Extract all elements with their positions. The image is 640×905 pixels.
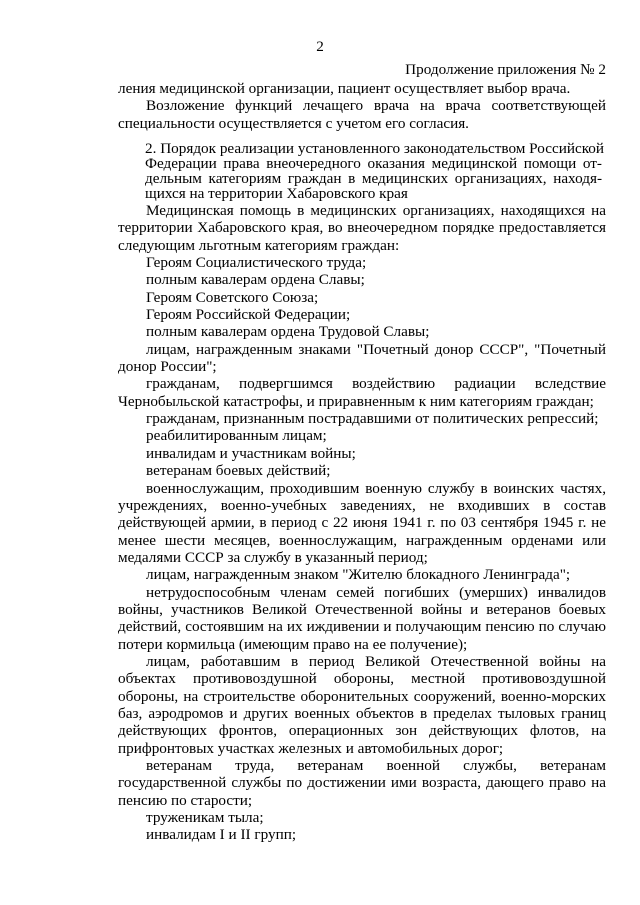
category-item: гражданам, подвергшимся воздействию радиации вследствие Чернобыльской катастрофы, и приравненным к ним категориям граждан; [118, 375, 606, 410]
category-item: лицам, награжденным знаком "Жителю блокадного Ленинграда"; [146, 566, 571, 584]
attending-doctor-paragraph: Возложение функций лечащего врача на врача соответствующей специальности осуществляется с учетом его согласия. [118, 97, 606, 132]
category-item: нетрудоспособным членам семей погибших (умерших) инвалидов войны, участников Великой Отечественной войны и ветеранов боевых действий, состоявшим на их иждивении и получающим пенсию по случаю потери кормильца (имеющим право на ее получение); [118, 583, 606, 653]
category-item: лицам, работавшим в период Великой Отечественной войны на объектах противовоздушной обороны, местной противовоздушной обороны, на строительстве оборонительных сооружений, военно-морских баз, аэродромов и других военных объектов в пределах тыловых границ действующих фронтов, операционных зон действующих флотов, на прифронтовых участках железных и автомобильных дорог; [118, 652, 606, 757]
category-item: ветеранам труда, ветеранам военной службы, ветеранам государственной службы по достижении ими возраста, дающего право на пенсию по старости; [118, 757, 606, 809]
category-item: труженикам тыла; [146, 809, 264, 827]
category-item: Героям Советского Союза; [146, 288, 319, 306]
category-item: полным кавалерам ордена Славы; [146, 271, 365, 289]
continuation-paragraph: ления медицинской организации, пациент осуществляет выбор врача. [118, 80, 571, 97]
section-heading [145, 140, 605, 203]
category-item: Героям Социалистического труда; [146, 254, 367, 272]
category-item: инвалидам I и II групп; [146, 826, 297, 844]
section-heading-line: дельным категориям граждан в медицинских организациях, находя- [145, 170, 602, 188]
category-item: Героям Российской Федерации; [146, 306, 351, 324]
section-heading-line: Федерации права внеочередного оказания медицинской помощи от- [145, 155, 602, 173]
categories-block [118, 202, 606, 844]
category-item: инвалидам и участникам войны; [146, 444, 356, 462]
section-heading-line: щихся на территории Хабаровского края [145, 185, 408, 203]
category-item: полным кавалерам ордена Трудовой Славы; [146, 323, 430, 341]
intro-paragraph: Медицинская помощь в медицинских организациях, находящихся на территории Хабаровского края, во внеочередном порядке предоставляется следующим льготным категориям граждан: [118, 202, 606, 254]
intro-block [118, 80, 606, 132]
category-item: лицам, награжденным знаками "Почетный донор СССР", "Почетный донор России"; [118, 340, 606, 376]
category-item: реабилитированным лицам; [146, 427, 327, 445]
category-item: военнослужащим, проходившим военную службу в воинских частях, учреждениях, военно-учебных заведениях, не входивших в состав действующей армии, в период с 22 июня 1941 г. по 03 сентября 1945 г. не менее шести месяцев, военнослужащим, награжденным орденами или медалями СССР за службу в указанный период; [118, 479, 606, 566]
page-number: 2 [316, 38, 324, 55]
category-item: гражданам, признанным пострадавшими от политических репрессий; [146, 410, 599, 428]
category-item: ветеранам боевых действий; [146, 462, 331, 480]
section-heading-line: 2. Порядок реализации установленного законодательством Российской [145, 140, 605, 157]
appendix-note: Продолжение приложения № 2 [405, 61, 606, 78]
